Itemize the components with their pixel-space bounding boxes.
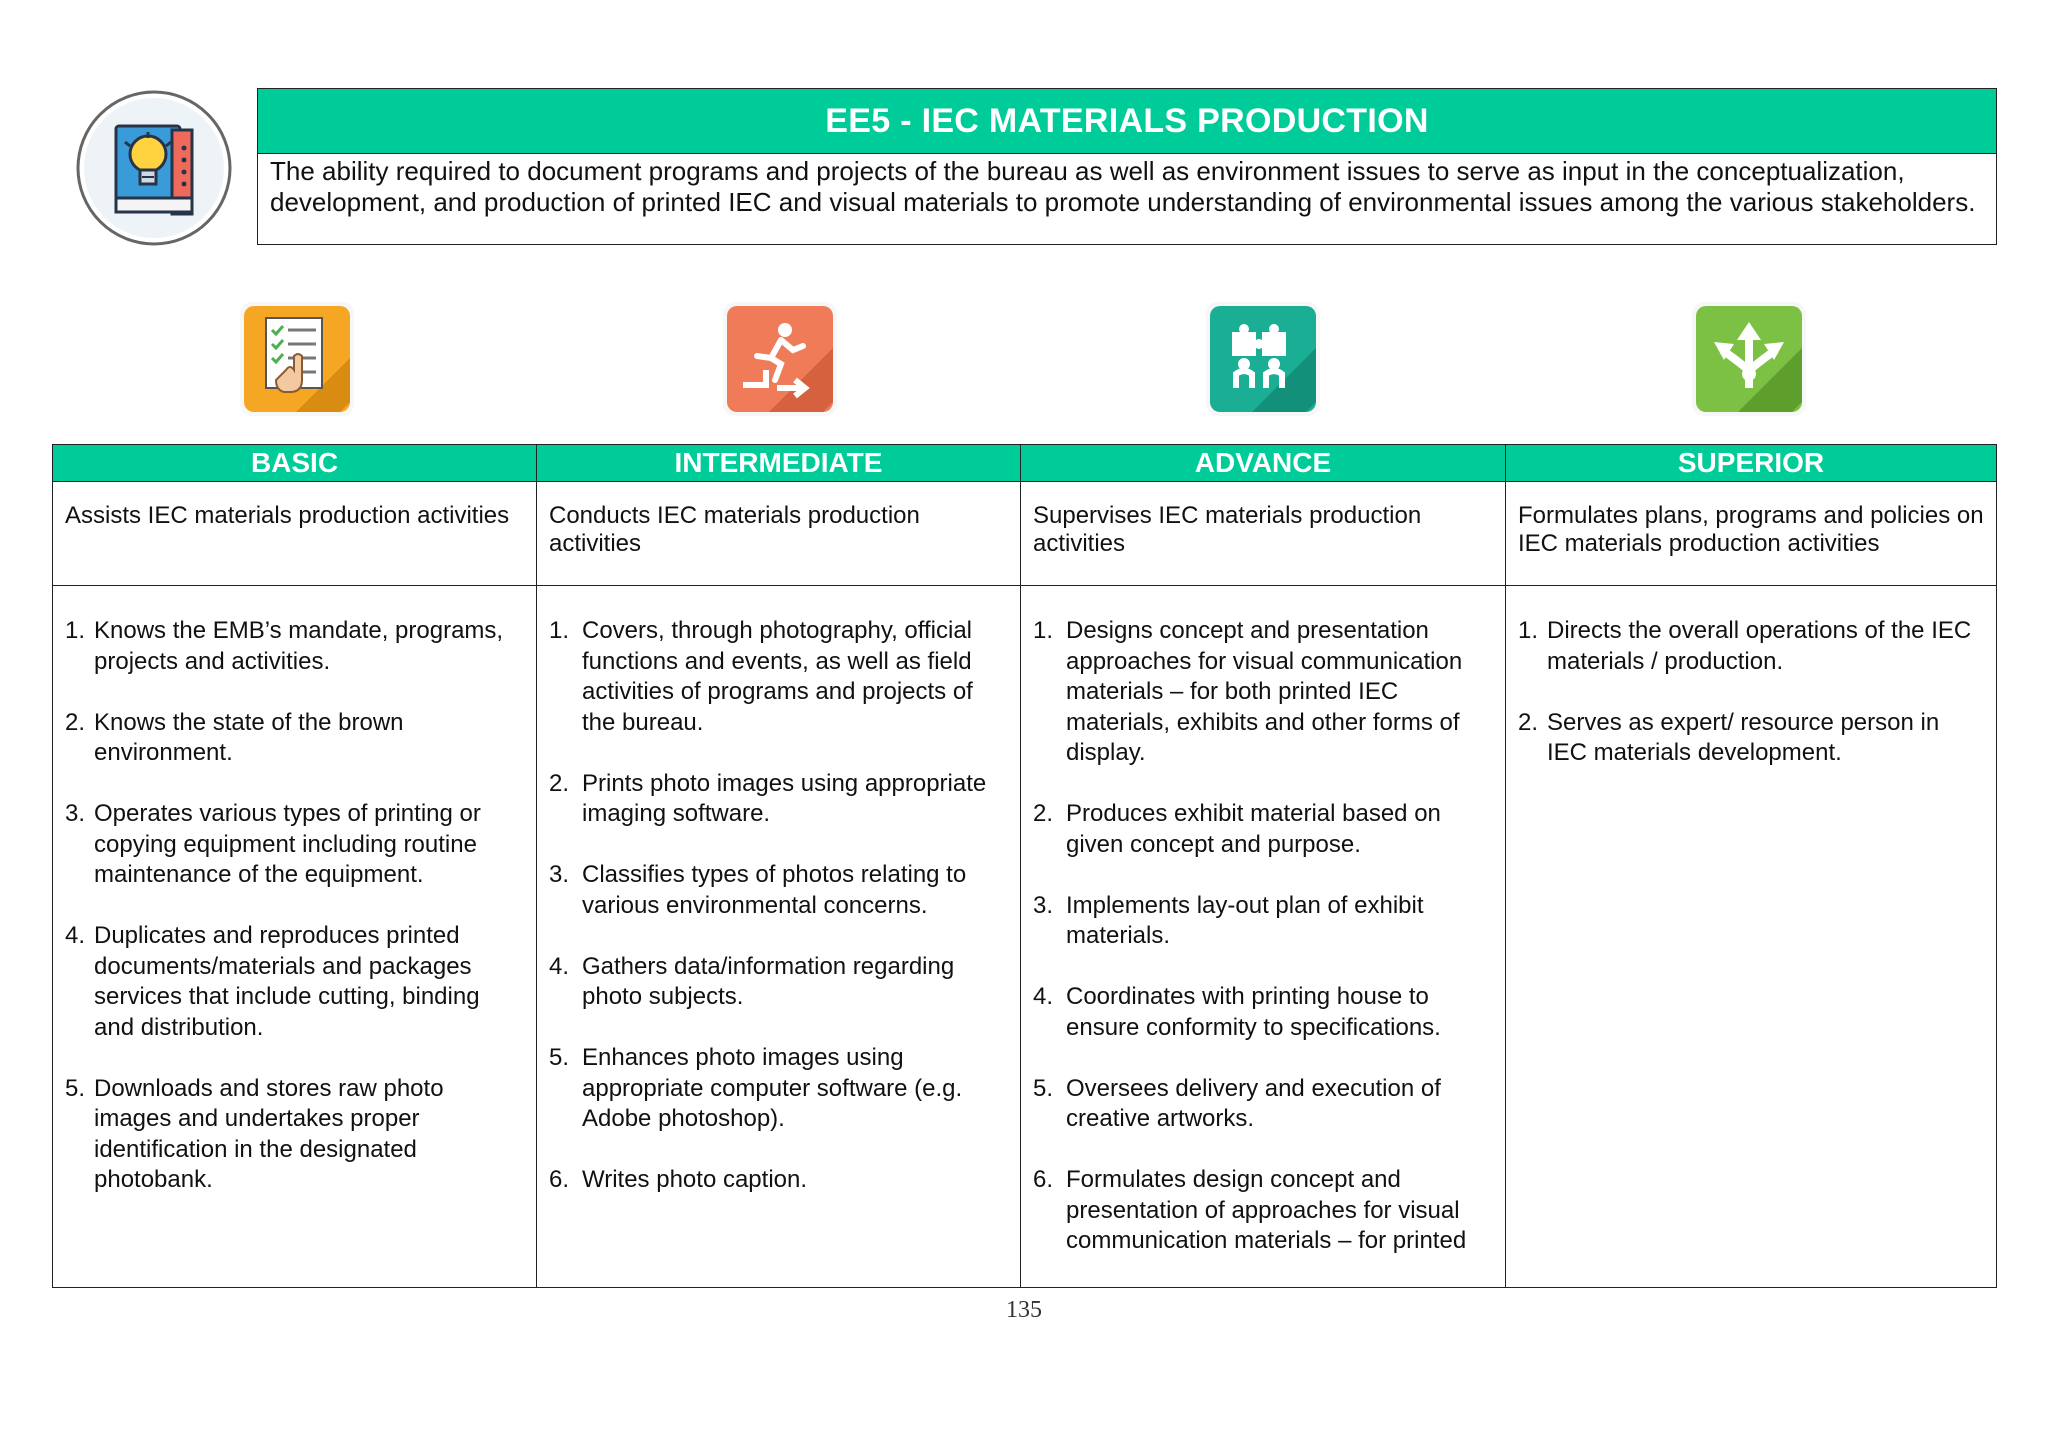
- list-item: 2. Produces exhibit material based on given concept and purpose.: [1033, 800, 1441, 858]
- list-item: 5. Downloads and stores raw photo images and undertakes proper identification in the designated photobank.: [65, 1074, 444, 1193]
- list-item: 4. Duplicates and reproduces printed documents/materials and packages services that include cutting, binding and distribution.: [65, 922, 480, 1041]
- behavior-list: [549, 616, 1008, 1196]
- level-summary-basic: Assists IEC materials production activities: [53, 482, 537, 586]
- level-items-basic: [53, 586, 537, 1288]
- direction-arrows-icon: [1688, 298, 1810, 420]
- level-header-superior: SUPERIOR: [1506, 445, 1997, 482]
- level-header-advance: ADVANCE: [1021, 445, 1506, 482]
- level-items-superior: [1506, 586, 1997, 1288]
- running-man-icon: [719, 298, 841, 420]
- level-items-advance: [1021, 586, 1506, 1288]
- behavior-list: [1033, 616, 1493, 1257]
- list-item: 1. Knows the EMB’s mandate, programs, projects and activities.: [65, 617, 504, 675]
- list-item: 6. Formulates design concept and presentation of approaches for visual communication materials – for printed: [1033, 1166, 1467, 1254]
- competency-header: [257, 88, 1997, 245]
- list-item: 2. Prints photo images using appropriate imaging software.: [549, 769, 987, 827]
- list-item: 3. Implements lay-out plan of exhibit materials.: [1033, 891, 1424, 949]
- list-item: 2. Knows the state of the brown environment.: [65, 708, 404, 766]
- list-item: 3. Operates various types of printing or copying equipment including routine maintenance of the equipment.: [65, 800, 481, 888]
- level-summary-superior: Formulates plans, programs and policies on IEC materials production activities: [1506, 482, 1997, 586]
- behavior-list: [65, 616, 524, 1196]
- list-item: 3. Classifies types of photos relating to various environmental concerns.: [549, 861, 967, 919]
- puzzle-people-icon: [1202, 298, 1324, 420]
- book-lightbulb-icon: [72, 88, 236, 248]
- competency-title: EE5 - IEC MATERIALS PRODUCTION: [258, 89, 1996, 154]
- page-number: 135: [1006, 1297, 1042, 1323]
- list-item: 5. Enhances photo images using appropriate computer software (e.g. Adobe photoshop).: [549, 1044, 963, 1132]
- proficiency-levels-table: [52, 444, 1997, 1288]
- list-item: 1. Directs the overall operations of the IEC materials / production.: [1518, 617, 1972, 675]
- list-item: 4. Coordinates with printing house to ensure conformity to specifications.: [1033, 983, 1441, 1041]
- list-item: 5. Oversees delivery and execution of creative artworks.: [1033, 1074, 1441, 1132]
- level-header-intermediate: INTERMEDIATE: [537, 445, 1021, 482]
- list-item: 1. Covers, through photography, official functions and events, as well as field activities of programs and projects of the bureau.: [549, 617, 973, 736]
- behavior-list: [1518, 616, 1984, 769]
- list-item: 1. Designs concept and presentation approaches for visual communication materials – for both printed IEC materials, exhibits and other forms of display.: [1033, 617, 1463, 766]
- list-item: 6. Writes photo caption.: [549, 1166, 808, 1193]
- level-items-intermediate: [537, 586, 1021, 1288]
- level-summary-advance: Supervises IEC materials production activities: [1021, 482, 1506, 586]
- list-item: 2. Serves as expert/ resource person in IEC materials development.: [1518, 708, 1940, 766]
- level-summary-intermediate: Conducts IEC materials production activities: [537, 482, 1021, 586]
- checklist-icon: [236, 298, 358, 420]
- list-item: 4. Gathers data/information regarding photo subjects.: [549, 952, 955, 1010]
- level-header-basic: BASIC: [53, 445, 537, 482]
- competency-description: The ability required to document programs and projects of the bureau as well as environment issues to serve as input in the conceptualization, development, and production of printed IEC and visual materials to promote understanding of environmental issues among the various stakeholders.: [270, 156, 1976, 217]
